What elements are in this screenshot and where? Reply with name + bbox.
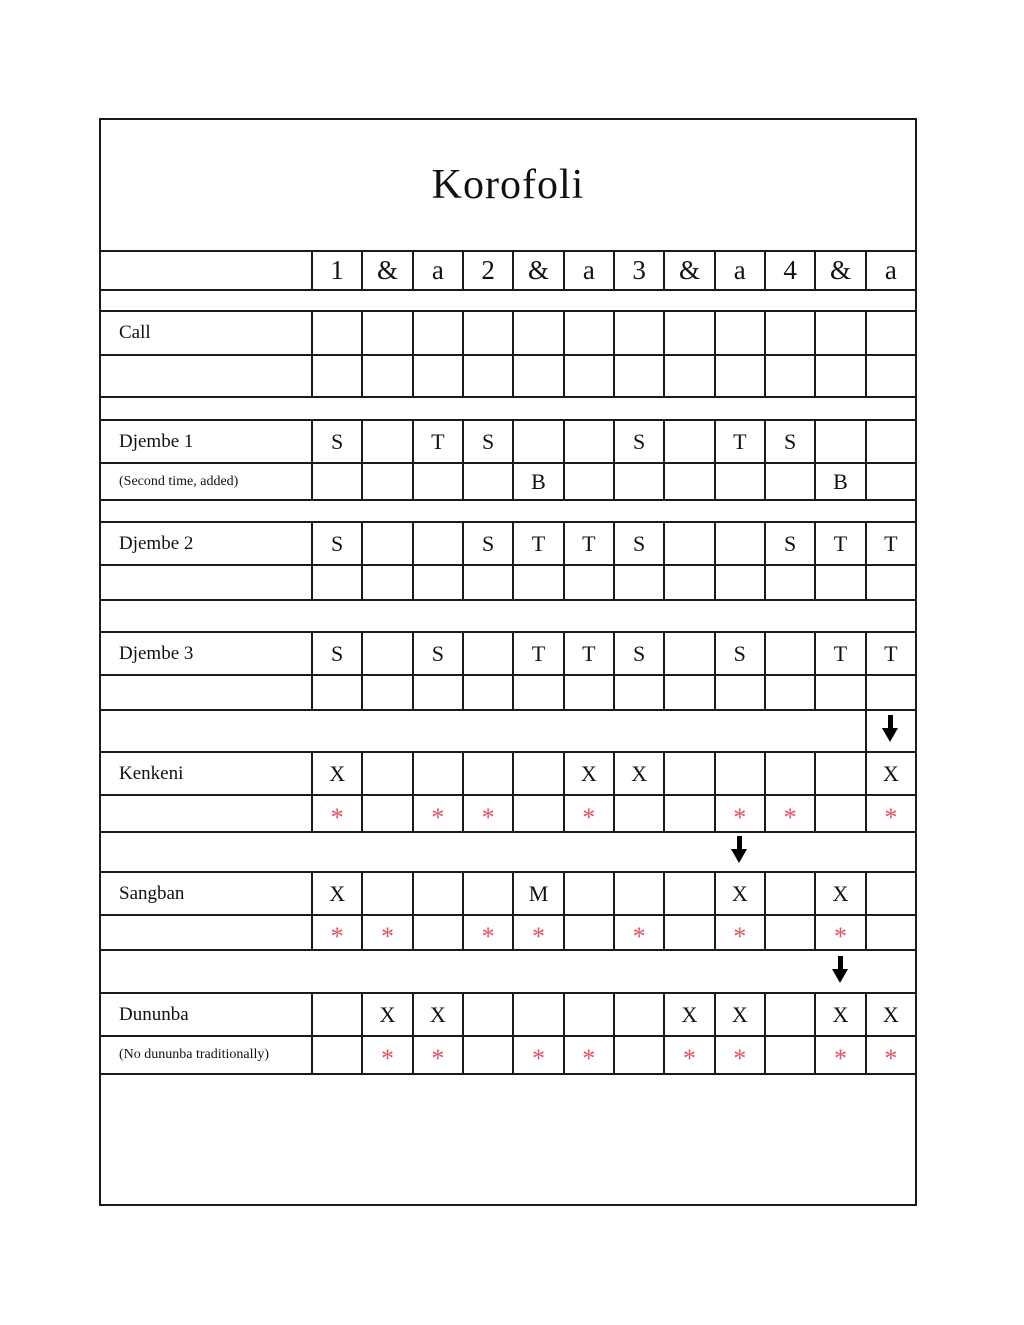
note-cell: X (866, 993, 916, 1036)
arrow-cell (715, 832, 765, 872)
note-cell (664, 420, 714, 463)
note-cell: T (513, 632, 563, 675)
notation-table (99, 118, 917, 1206)
note-cell (312, 565, 362, 600)
note-cell (765, 872, 815, 915)
note-cell (513, 1036, 563, 1074)
notation-sheet (99, 118, 915, 1204)
asterisk-mark: * (531, 921, 545, 950)
note-cell (664, 752, 714, 795)
note-cell (463, 872, 513, 915)
note-cell (815, 355, 865, 397)
note-cell (765, 355, 815, 397)
note-cell: T (513, 522, 563, 565)
note-cell (463, 675, 513, 710)
note-cell (866, 872, 916, 915)
row-label (100, 795, 312, 832)
asterisk-mark: * (733, 802, 747, 832)
note-cell (664, 565, 714, 600)
notes-row (100, 675, 916, 710)
note-cell: X (413, 993, 463, 1036)
note-cell (715, 355, 765, 397)
spacer-cell (100, 710, 866, 752)
note-cell: X (614, 752, 664, 795)
note-cell: X (815, 993, 865, 1036)
note-cell (866, 311, 916, 355)
asterisk-mark: * (783, 802, 797, 832)
note-cell (866, 420, 916, 463)
beat-header-cell: a (715, 251, 765, 290)
note-cell (614, 463, 664, 500)
row-label: (No dununba traditionally) (100, 1036, 312, 1074)
note-cell (564, 872, 614, 915)
beat-header-cell: 2 (463, 251, 513, 290)
note-cell (664, 463, 714, 500)
note-cell: X (866, 752, 916, 795)
beat-header-cell: a (866, 251, 916, 290)
note-cell (866, 565, 916, 600)
spacer-row (100, 500, 916, 522)
note-cell (664, 872, 714, 915)
note-cell: X (564, 752, 614, 795)
down-arrow-icon (832, 956, 849, 983)
note-cell (765, 632, 815, 675)
note-cell (664, 915, 714, 950)
note-cell (413, 1036, 463, 1074)
asterisk-mark: * (330, 802, 344, 832)
note-cell (866, 675, 916, 710)
note-cell: S (614, 522, 664, 565)
asterisk-mark: * (884, 1044, 898, 1073)
note-cell (362, 915, 412, 950)
note-cell (312, 463, 362, 500)
note-cell (765, 675, 815, 710)
spacer-row (100, 950, 916, 993)
note-cell (564, 795, 614, 832)
note-cell (765, 1036, 815, 1074)
note-cell (362, 632, 412, 675)
note-cell (513, 915, 563, 950)
beat-header-cell: & (664, 251, 714, 290)
note-cell (715, 311, 765, 355)
note-cell: T (815, 632, 865, 675)
beat-header-cell: & (362, 251, 412, 290)
row-label (100, 675, 312, 710)
note-cell (664, 795, 714, 832)
note-cell: B (815, 463, 865, 500)
asterisk-mark: * (733, 1044, 747, 1073)
note-cell (312, 311, 362, 355)
note-cell (765, 795, 815, 832)
note-cell (362, 795, 412, 832)
note-cell (614, 565, 664, 600)
note-cell (513, 565, 563, 600)
row-label: Dununba (100, 993, 312, 1036)
note-cell: T (815, 522, 865, 565)
beat-header-cell: a (564, 251, 614, 290)
note-cell: T (715, 420, 765, 463)
asterisk-mark: * (833, 1044, 847, 1073)
note-cell (765, 311, 815, 355)
notes-row (100, 752, 916, 795)
note-cell (413, 675, 463, 710)
note-cell (413, 752, 463, 795)
note-cell (564, 993, 614, 1036)
note-cell: T (564, 632, 614, 675)
note-cell (513, 752, 563, 795)
note-cell: S (312, 420, 362, 463)
asterisk-mark: * (330, 921, 344, 950)
note-cell (362, 565, 412, 600)
note-cell: X (362, 993, 412, 1036)
note-cell (413, 311, 463, 355)
title-row (100, 119, 916, 251)
spacer-cell (100, 500, 916, 522)
note-cell: M (513, 872, 563, 915)
note-cell (715, 675, 765, 710)
note-cell (614, 1036, 664, 1074)
row-label (100, 915, 312, 950)
note-cell (765, 993, 815, 1036)
note-cell (463, 795, 513, 832)
note-cell: S (715, 632, 765, 675)
row-label: Djembe 1 (100, 420, 312, 463)
page-title: Korofoli (100, 119, 916, 251)
row-label: Kenkeni (100, 752, 312, 795)
note-cell (312, 993, 362, 1036)
note-cell: S (413, 632, 463, 675)
note-cell (312, 675, 362, 710)
beat-header-cell: 4 (765, 251, 815, 290)
note-cell (815, 420, 865, 463)
row-label: Sangban (100, 872, 312, 915)
row-label: Djembe 2 (100, 522, 312, 565)
note-cell (715, 752, 765, 795)
asterisk-mark: * (582, 1044, 596, 1073)
spacer-row (100, 600, 916, 632)
notes-row (100, 632, 916, 675)
asterisk-mark: * (884, 802, 898, 832)
note-cell (413, 565, 463, 600)
note-cell: S (614, 420, 664, 463)
note-cell (664, 355, 714, 397)
note-cell (312, 1036, 362, 1074)
note-cell (815, 752, 865, 795)
note-cell (513, 993, 563, 1036)
note-cell (715, 795, 765, 832)
note-cell (866, 355, 916, 397)
row-label (100, 565, 312, 600)
notes-row (100, 355, 916, 397)
spacer-row (100, 710, 916, 752)
note-cell: S (614, 632, 664, 675)
note-cell (463, 463, 513, 500)
notes-row (100, 795, 916, 832)
note-cell (614, 675, 664, 710)
spacer-row (100, 397, 916, 420)
spacer-cell (866, 950, 916, 993)
note-cell (815, 795, 865, 832)
note-cell (362, 355, 412, 397)
note-cell (765, 915, 815, 950)
note-cell (564, 311, 614, 355)
down-arrow-icon (882, 715, 899, 742)
note-cell (564, 1036, 614, 1074)
spacer-row (100, 832, 916, 872)
note-cell (362, 420, 412, 463)
note-cell (614, 993, 664, 1036)
beat-header-row (100, 251, 916, 290)
spacer-cell (765, 832, 916, 872)
asterisk-mark: * (380, 1044, 394, 1073)
note-cell (866, 915, 916, 950)
notes-row (100, 522, 916, 565)
note-cell (463, 355, 513, 397)
asterisk-mark: * (733, 921, 747, 950)
note-cell (513, 795, 563, 832)
down-arrow-icon (731, 836, 748, 863)
note-cell (664, 522, 714, 565)
note-cell (664, 311, 714, 355)
note-cell (513, 355, 563, 397)
note-cell (664, 1036, 714, 1074)
note-cell (614, 915, 664, 950)
note-cell (362, 675, 412, 710)
note-cell (413, 872, 463, 915)
beat-header-cell: & (815, 251, 865, 290)
arrow-cell (815, 950, 865, 993)
note-cell (413, 522, 463, 565)
note-cell (815, 565, 865, 600)
note-cell: S (312, 632, 362, 675)
asterisk-mark: * (481, 802, 495, 832)
spacer-cell (100, 950, 815, 993)
notes-row (100, 915, 916, 950)
note-cell: S (312, 522, 362, 565)
note-cell: T (866, 632, 916, 675)
note-cell (463, 752, 513, 795)
note-cell: X (312, 752, 362, 795)
note-cell (564, 355, 614, 397)
note-cell (463, 632, 513, 675)
note-cell: S (463, 420, 513, 463)
asterisk-mark: * (431, 802, 445, 832)
note-cell: X (715, 993, 765, 1036)
bottom-spacer-cell (100, 1074, 916, 1205)
note-cell (463, 993, 513, 1036)
notes-row (100, 993, 916, 1036)
note-cell (564, 420, 614, 463)
note-cell: T (564, 522, 614, 565)
note-cell (866, 463, 916, 500)
note-cell (413, 355, 463, 397)
note-cell (312, 795, 362, 832)
spacer-cell (100, 600, 916, 632)
row-label: Djembe 3 (100, 632, 312, 675)
note-cell (564, 565, 614, 600)
note-cell (564, 463, 614, 500)
note-cell (513, 311, 563, 355)
note-cell (614, 872, 664, 915)
note-cell (463, 915, 513, 950)
spacer-row (100, 290, 916, 311)
note-cell (815, 675, 865, 710)
asterisk-mark: * (531, 1044, 545, 1073)
note-cell (765, 565, 815, 600)
note-cell (866, 1036, 916, 1074)
note-cell (362, 872, 412, 915)
row-label: (Second time, added) (100, 463, 312, 500)
notes-row (100, 311, 916, 355)
note-cell (413, 463, 463, 500)
asterisk-mark: * (582, 802, 596, 832)
notation-body (100, 119, 916, 1205)
beat-header-cell: 1 (312, 251, 362, 290)
note-cell (513, 675, 563, 710)
note-cell (463, 1036, 513, 1074)
note-cell: T (866, 522, 916, 565)
spacer-cell (100, 397, 916, 420)
notes-row (100, 420, 916, 463)
note-cell (312, 355, 362, 397)
asterisk-mark: * (380, 921, 394, 950)
asterisk-mark: * (431, 1044, 445, 1073)
note-cell: S (765, 522, 815, 565)
note-cell (312, 915, 362, 950)
spacer-cell (100, 832, 715, 872)
header-label-cell (100, 251, 312, 290)
note-cell (815, 1036, 865, 1074)
note-cell (815, 915, 865, 950)
note-cell (715, 1036, 765, 1074)
notes-row (100, 1036, 916, 1074)
note-cell: X (312, 872, 362, 915)
asterisk-mark: * (481, 921, 495, 950)
note-cell (564, 915, 614, 950)
note-cell: X (715, 872, 765, 915)
beat-header-cell: & (513, 251, 563, 290)
asterisk-mark: * (833, 921, 847, 950)
note-cell (564, 675, 614, 710)
note-cell (362, 522, 412, 565)
note-cell (765, 752, 815, 795)
note-cell (715, 915, 765, 950)
note-cell: X (664, 993, 714, 1036)
bottom-row (100, 1074, 916, 1205)
notes-row (100, 565, 916, 600)
note-cell (614, 311, 664, 355)
row-label (100, 355, 312, 397)
spacer-cell (100, 290, 916, 311)
note-cell: T (413, 420, 463, 463)
note-cell (715, 565, 765, 600)
note-cell (815, 311, 865, 355)
asterisk-mark: * (682, 1044, 696, 1073)
note-cell (362, 311, 412, 355)
note-cell (765, 463, 815, 500)
note-cell: X (815, 872, 865, 915)
note-cell (362, 463, 412, 500)
arrow-cell (866, 710, 916, 752)
note-cell (866, 795, 916, 832)
note-cell (463, 565, 513, 600)
note-cell (614, 795, 664, 832)
note-cell (664, 632, 714, 675)
beat-header-cell: 3 (614, 251, 664, 290)
notes-row (100, 872, 916, 915)
note-cell: B (513, 463, 563, 500)
note-cell (413, 915, 463, 950)
note-cell (614, 355, 664, 397)
beat-header-cell: a (413, 251, 463, 290)
note-cell (715, 522, 765, 565)
note-cell: S (463, 522, 513, 565)
note-cell (513, 420, 563, 463)
note-cell (715, 463, 765, 500)
asterisk-mark: * (632, 921, 646, 950)
note-cell (362, 1036, 412, 1074)
note-cell (664, 675, 714, 710)
note-cell (362, 752, 412, 795)
note-cell (463, 311, 513, 355)
notes-row (100, 463, 916, 500)
row-label: Call (100, 311, 312, 355)
note-cell: S (765, 420, 815, 463)
note-cell (413, 795, 463, 832)
